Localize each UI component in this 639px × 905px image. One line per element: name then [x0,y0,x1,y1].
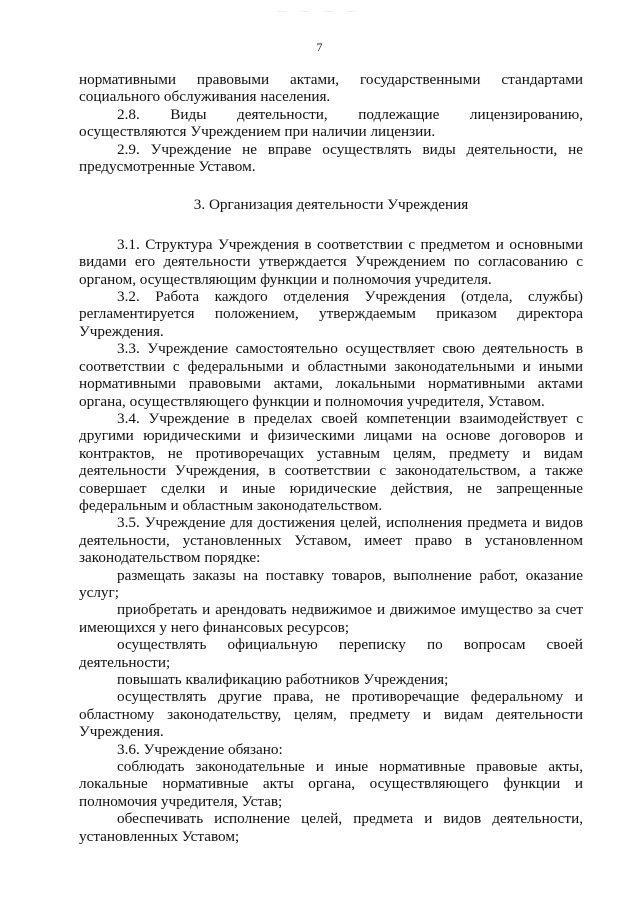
list-item: размещать заказы на поставку товаров, выполнение работ, оказание услуг; [79,566,583,601]
paragraph-2-9: 2.9. Учреждение не вправе осуществлять виды деятельности, не предусмотренные Уставом. [79,140,583,176]
paragraph-3-5: 3.5. Учреждение для достижения целей, исполнения предмета и видов деятельности, установленных Уставом, имеет право в установленном законодательством порядке: [79,514,583,567]
page-number: 7 [316,40,323,54]
section-title: 3. Организация деятельности Учреждения [193,196,469,214]
paragraph-2-8: 2.8. Виды деятельности, подлежащие лицензированию, осуществляются Учреждением при наличии лицензии. [79,105,583,141]
top-scan-mark: — — — — [277,6,362,16]
paragraph-continuation: нормативными правовыми актами, государственными стандартами социального обслуживания населения. [79,71,583,106]
list-item: приобретать и арендовать недвижимое и движимое имущество за счет имеющихся у него финансовых ресурсов; [79,601,583,636]
paragraph-3-1: 3.1. Структура Учреждения в соответствии с предметом и основными видами его деятельности утверждается Учреждением по согласованию с органом, осуществляющим функции и полномочия учредителя. [79,235,583,288]
list-item: соблюдать законодательные и иные нормативные правовые акты, локальные нормативные акты органа, осуществляющего функции и полномочия учредителя, Устав; [79,758,583,810]
list-item: повышать квалификацию работников Учреждения; [117,671,449,688]
paragraph-3-2: 3.2. Работа каждого отделения Учреждения (отдела, службы) регламентируется положением, утверждаемым приказом директора Учреждения. [79,288,583,340]
paragraph-3-4: 3.4. Учреждение в пределах своей компетенции взаимодействует с другими юридическими и физическими лицами на основе договоров и контрактов, не противоречащих уставным целям, предмету и видам деятельности Учреждения, в соответствии с законодательством, а также совершает сделки и иные юридические действия, не запрещенные федеральным и областным законодательством. [79,409,583,514]
list-item: обеспечивать исполнение целей, предмета и видов деятельности, установленных Уставом; [79,810,583,845]
list-item: осуществлять другие права, не противоречащие федеральному и областному законодательству, целям, предмету и видам деятельности Учреждения. [79,688,583,741]
paragraph-3-6: 3.6. Учреждение обязано: [117,740,283,758]
document-body [79,71,583,845]
paragraph-3-3: 3.3. Учреждение самостоятельно осуществляет свою деятельность в соответствии с федеральными и областными законодательными и иными нормативными правовыми актами, локальными нормативными актами органа, осуществляющего функции и полномочия учредителя, Уставом. [79,340,583,410]
list-item: осуществлять официальную переписку по вопросам своей деятельности; [79,636,583,671]
